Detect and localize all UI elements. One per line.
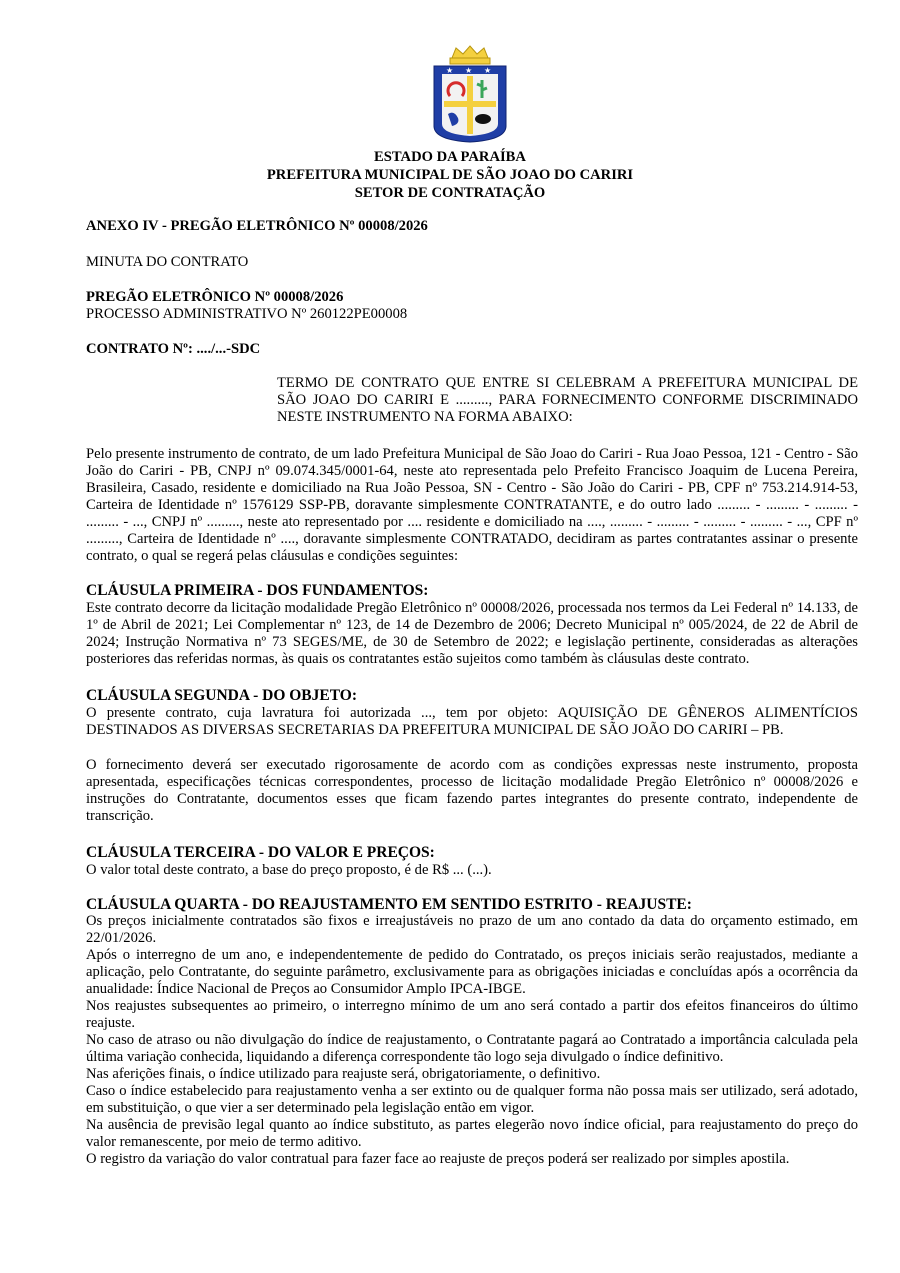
clause-4-paragraph: Os preços inicialmente contratados são fixos e irreajustáveis no prazo de um ano contado da data do orçamento estimado, em 22/01/2026. — [86, 913, 858, 946]
processo-label: PROCESSO ADMINISTRATIVO Nº 260122PE00008 — [86, 306, 408, 322]
minuta-label: MINUTA DO CONTRATO — [86, 254, 249, 270]
clause-2-title: CLÁUSULA SEGUNDA - DO OBJETO: — [86, 687, 358, 704]
clause-4-title: CLÁUSULA QUARTA - DO REAJUSTAMENTO EM SENTIDO ESTRITO - REAJUSTE: — [86, 896, 692, 913]
coat-of-arms-icon — [430, 44, 510, 144]
svg-text:★: ★ — [465, 66, 473, 75]
clause-3-title: CLÁUSULA TERCEIRA - DO VALOR E PREÇOS: — [86, 844, 435, 861]
document-header — [0, 148, 900, 202]
svg-text:★: ★ — [446, 66, 454, 75]
clause-1-title: CLÁUSULA PRIMEIRA - DOS FUNDAMENTOS: — [86, 582, 429, 599]
header-sector: SETOR DE CONTRATAÇÃO — [354, 185, 546, 201]
header-state: ESTADO DA PARAÍBA — [374, 149, 526, 165]
clause-4-paragraph: O registro da variação do valor contratual para fazer face ao reajuste de preços poderá ser realizado por simples apostila. — [86, 1151, 790, 1167]
clause-3-text: O valor total deste contrato, a base do preço proposto, é de R$ ... (...). — [86, 862, 492, 878]
clause-2-text-2: O fornecimento deverá ser executado rigorosamente de acordo com as condições expressas neste instrumento, proposta apresentada, especificações técnicas correspondentes, processo de licitação modalidade Pregão Eletrônico nº 00008/2026 e instruções do Contratante, documentos esses que ficam fazendo partes integrantes do presente contrato, independente de transcrição. — [86, 757, 858, 824]
clause-4-body — [86, 913, 858, 1168]
svg-text:★: ★ — [484, 66, 492, 75]
clause-4-paragraph: Após o interregno de um ano, e independentemente de pedido do Contratado, os preços iniciais serão reajustados, mediante a aplicação, pelo Contratante, do seguinte parâmetro, exclusivamente para as obrigações iniciadas e concluídas após a ocorrência da anualidade: Índice Nacional de Preços ao Consumidor Amplo IPCA-IBGE. — [86, 947, 858, 997]
annex-title: ANEXO IV - PREGÃO ELETRÔNICO Nº 00008/2026 — [86, 218, 428, 234]
contract-intro: Pelo presente instrumento de contrato, de um lado Prefeitura Municipal de São Joao do Cariri - Rua Joao Pessoa, 121 - Centro - São João do Cariri - PB, CNPJ nº 09.074.345/0001-64, neste ato representada pelo Prefeito Francisco Joaquim de Lucena Pereira, Brasileira, Casado, residente e domiciliado na Rua João Pessoa, SN - Centro - São João do Cariri - PB, CPF nº 753.214.914-53, Carteira de Identidade nº 1576129 SSP-PB, doravante simplesmente CONTRATANTE, e do outro lado ......... - ......... - ......... - ......... - ..., CNPJ nº ........., neste ato representado por .... residente e domiciliado na ...., ......... - ......... - ......... - ......... - ..., CPF nº ........., Carteira de Identidade nº ...., doravante simplesmente CONTRATADO, decidiram as partes contratantes assinar o presente contrato, o qual se regerá pelas cláusulas e condições seguintes: — [86, 446, 858, 564]
clause-4-paragraph: Nas aferições finais, o índice utilizado para reajuste será, obrigatoriamente, o definitivo. — [86, 1066, 601, 1082]
clause-4-paragraph: No caso de atraso ou não divulgação do índice de reajustamento, o Contratante pagará ao Contratado a importância calculada pela última variação conhecida, liquidando a diferença correspondente tão logo seja divulgado o índice definitivo. — [86, 1032, 858, 1065]
clause-4-paragraph: Na ausência de previsão legal quanto ao índice substituto, as partes elegerão novo índice oficial, para reajustamento do preço do valor remanescente, por meio de termo aditivo. — [86, 1117, 858, 1150]
pregao-label: PREGÃO ELETRÔNICO Nº 00008/2026 — [86, 289, 344, 305]
contract-term-summary: TERMO DE CONTRATO QUE ENTRE SI CELEBRAM A PREFEITURA MUNICIPAL DE SÃO JOAO DO CARIRI E ........., PARA FORNECIMENTO CONFORME DISCRIMINADO NESTE INSTRUMENTO NA FORMA ABAIXO: — [277, 375, 858, 425]
contract-number: CONTRATO Nº: ..../...-SDC — [86, 341, 261, 357]
clause-4-paragraph: Nos reajustes subsequentes ao primeiro, o interregno mínimo de um ano será contado a partir dos efeitos financeiros do último reajuste. — [86, 998, 858, 1031]
clause-2-text-1: O presente contrato, cuja lavratura foi autorizada ..., tem por objeto: AQUISIÇÃO DE GÊNEROS ALIMENTÍCIOS DESTINADOS AS DIVERSAS SECRETARIAS DA PREFEITURA MUNICIPAL DE SÃO JOÃO DO CARIRI – PB. — [86, 705, 858, 738]
header-prefecture: PREFEITURA MUNICIPAL DE SÃO JOAO DO CARIRI — [266, 167, 634, 183]
clause-1-text: Este contrato decorre da licitação modalidade Pregão Eletrônico nº 00008/2026, processada nos termos da Lei Federal nº 14.133, de 1º de Abril de 2021; Lei Complementar nº 123, de 14 de Dezembro de 2006; Decreto Municipal nº 005/2024, de 22 de Abril de 2024; Instrução Normativa nº 73 SEGES/ME, de 30 de Setembro de 2022; e legislação pertinente, consideradas as alterações posteriores das referidas normas, às quais os contratantes estão sujeitos como também às cláusulas deste contrato. — [86, 600, 858, 667]
clause-4-paragraph: Caso o índice estabelecido para reajustamento venha a ser extinto ou de qualquer forma não possa mais ser utilizado, será adotado, em substituição, o que vier a ser determinado pela legislação então em vigor. — [86, 1083, 858, 1116]
